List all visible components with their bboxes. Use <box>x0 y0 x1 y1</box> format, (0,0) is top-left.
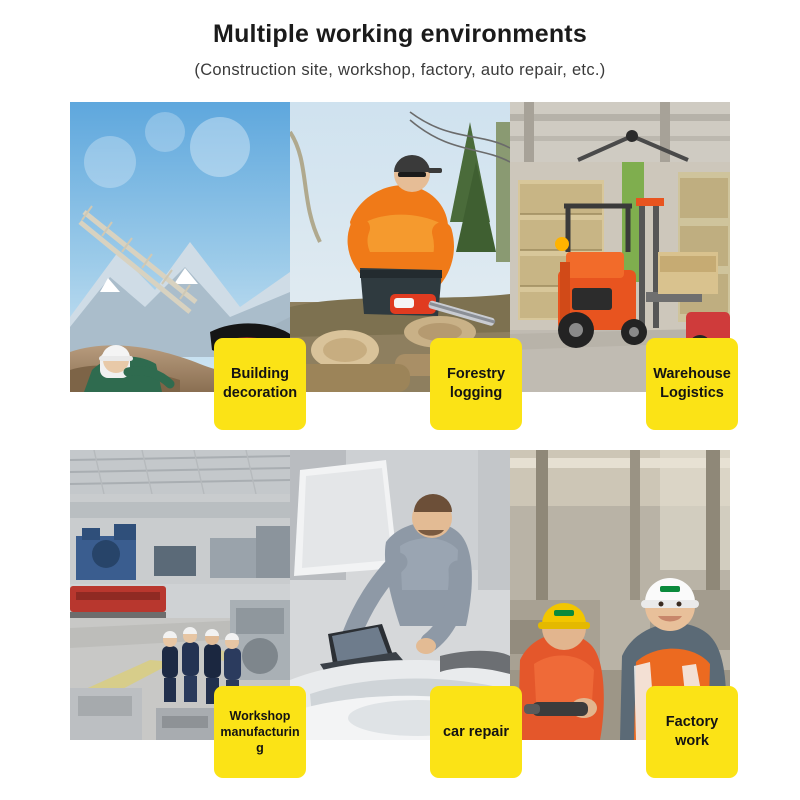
environment-card-workshop-manufacturing <box>70 450 300 755</box>
environment-card-warehouse-logistics <box>510 102 731 401</box>
badge-label: Building decoration <box>222 366 298 401</box>
environment-card-building-decoration <box>70 102 298 401</box>
badge-building-decoration <box>214 338 306 430</box>
page-header <box>0 0 800 80</box>
page-title: Multiple working environments <box>213 20 587 48</box>
badge-forestry-logging <box>430 338 522 430</box>
page-subtitle: (Construction site, workshop, factory, auto repair, etc.) <box>194 61 606 79</box>
badge-workshop-manufacturing <box>214 686 306 778</box>
badge-label: Forestry logging <box>446 366 506 401</box>
environment-grid <box>0 102 800 755</box>
badge-label: car repair <box>442 723 510 740</box>
environment-card-car-repair <box>290 450 510 740</box>
badge-label: Warehouse Logistics <box>653 366 731 401</box>
badge-factory-work <box>646 686 738 778</box>
badge-label: Factory work <box>665 714 719 749</box>
environment-card-forestry-logging <box>290 102 510 401</box>
badge-car-repair <box>430 686 522 778</box>
environment-card-factory-work <box>510 450 730 749</box>
badge-warehouse-logistics <box>646 338 738 430</box>
badge-label: Workshop manufacturing <box>220 709 300 755</box>
